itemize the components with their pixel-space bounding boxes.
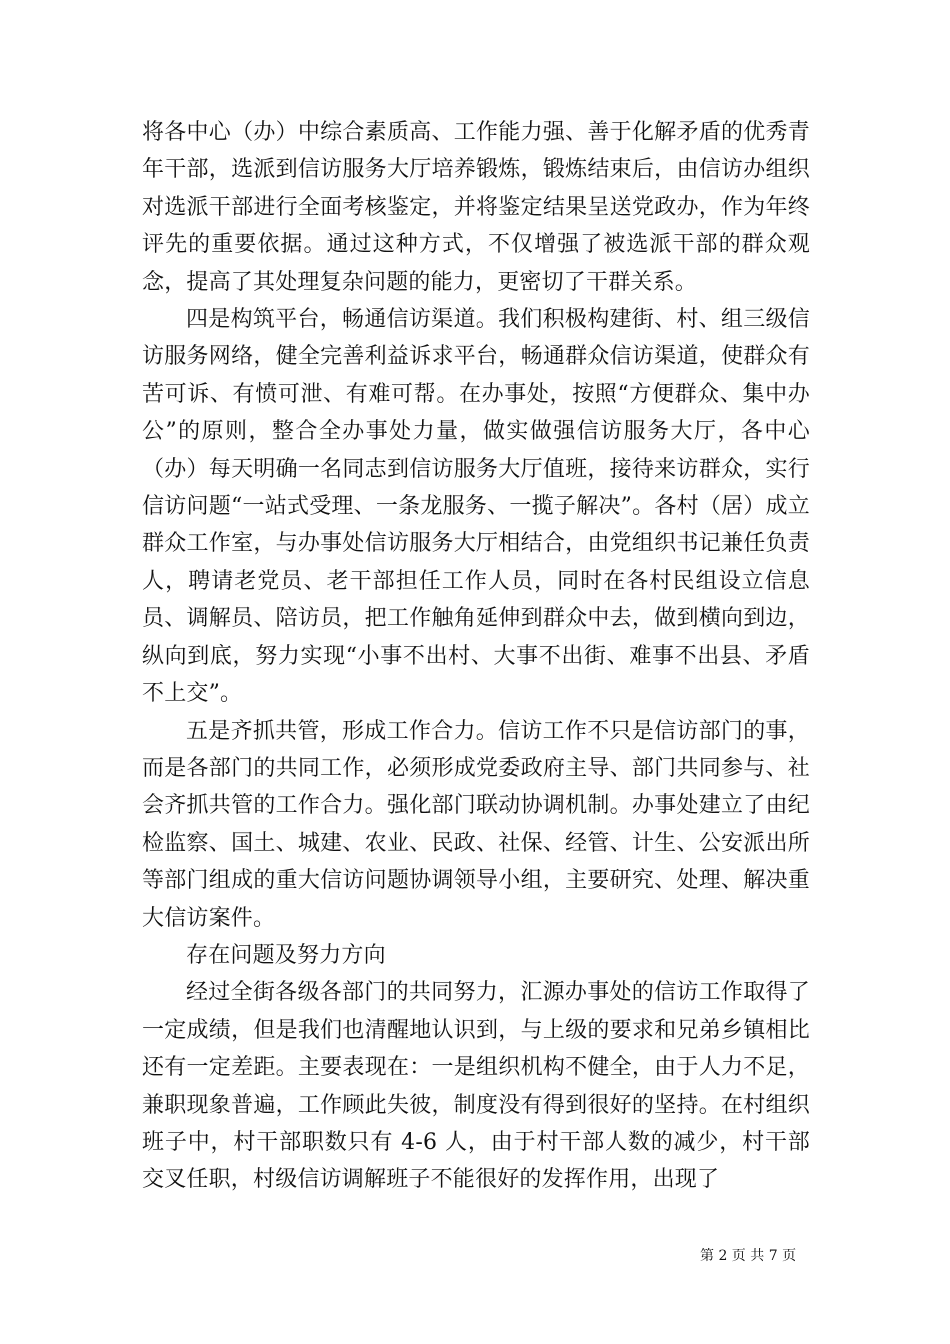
paragraph-1: 将各中心（办）中综合素质高、工作能力强、善于化解矛盾的优秀青年干部，选派到信访服务大厅培养锻炼，锻炼结束后，由信访办组织对选派干部进行全面考核鉴定，并将鉴定结果呈送党政办，作为年终评先的重要依据。通过这种方式，不仅增强了被选派干部的群众观念，提高了其处理复杂问题的能力，更密切了干群关系。 [142, 120, 810, 295]
page-number-footer: 第 2 页 共 7 页 [700, 1248, 797, 1264]
section-heading: 存在问题及努力方向 [186, 942, 386, 968]
document-body [142, 114, 810, 1199]
paragraph-4: 经过全街各级各部门的共同努力，汇源办事处的信访工作取得了一定成绩，但是我们也清醒地认识到，与上级的要求和兄弟乡镇相比还有一定差距。主要表现在：一是组织机构不健全，由于人力不足，兼职现象普遍，工作顾此失彼，制度没有得到很好的坚持。在村组织班子中，村干部职数只有 4-6 人，由于村干部人数的减少，村干部交叉任职，村级信访调解班子不能很好的发挥作用，出现了 [142, 980, 810, 1193]
paragraph-2: 四是构筑平台，畅通信访渠道。我们积极构建街、村、组三级信访服务网络，健全完善利益诉求平台，畅通群众信访渠道，使群众有苦可诉、有愤可泄、有难可帮。在办事处，按照“方便群众、集中办公”的原则，整合全办事处力量，做实做强信访服务大厅，各中心（办）每天明确一名同志到信访服务大厅值班，接待来访群众，实行信访问题“一站式受理、一条龙服务、一揽子解决”。各村（居）成立群众工作室，与办事处信访服务大厅相结合，由党组织书记兼任负责人，聘请老党员、老干部担任工作人员，同时在各村民组设立信息员、调解员、陪访员，把工作触角延伸到群众中去，做到横向到边，纵向到底，努力实现“小事不出村、大事不出街、难事不出县、矛盾不上交”。 [142, 307, 810, 707]
paragraph-3: 五是齐抓共管，形成工作合力。信访工作不只是信访部门的事，而是各部门的共同工作，必须形成党委政府主导、部门共同参与、社会齐抓共管的工作合力。强化部门联动协调机制。办事处建立了由纪检监察、国土、城建、农业、民政、社保、经管、计生、公安派出所等部门组成的重大信访问题协调领导小组，主要研究、处理、解决重大信访案件。 [142, 718, 810, 931]
